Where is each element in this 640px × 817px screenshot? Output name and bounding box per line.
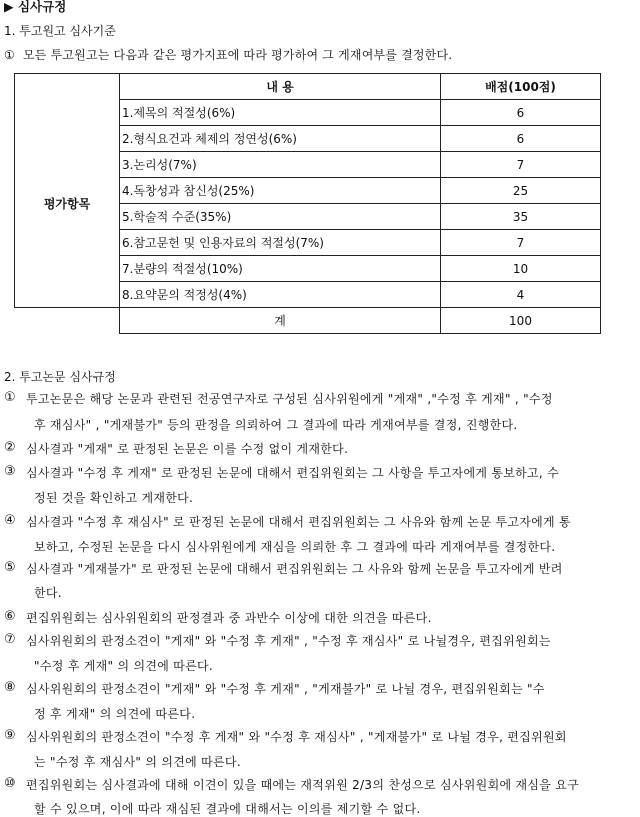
criterion-item: 8.요약문의 적정성(4%) xyxy=(120,282,441,308)
rule-number: ⑦ xyxy=(4,632,16,647)
criterion-score: 6 xyxy=(441,126,601,152)
rule-line: 할 수 있으며, 이에 따라 재심된 결과에 대해서는 이의를 제기할 수 없다. xyxy=(34,802,421,816)
rule-line: 심사위원회의 판정소견이 "수정 후 게재" 와 "수정 후 재심사" , "게재불가" 로 나뉠 경우, 편집위원회 xyxy=(26,730,567,744)
rule-line: 후 재심사" , "게재불가" 등의 판정을 의뢰하여 그 결과에 따라 게재여부를 결정, 진행한다. xyxy=(34,418,518,432)
section1-title: 1. 투고원고 심사기준 xyxy=(4,24,116,38)
criterion-score: 35 xyxy=(441,204,601,230)
total-label: 계 xyxy=(120,308,441,334)
rule-line: 투고논문은 해당 논문과 관련된 전공연구자로 구성된 심사위원에게 "게재" ,"수정 후 게재" , "수정 xyxy=(26,392,553,406)
rule-line: 편집위원회는 심사위원회의 판정결과 중 과반수 이상에 대한 의견을 따른다. xyxy=(26,611,432,625)
rule-number: ⑥ xyxy=(4,609,16,624)
table-header-row xyxy=(15,74,601,100)
rule-line: 심사결과 "수정 후 재심사" 로 판정된 논문에 대해서 편집위원회는 그 사유와 함께 논문 투고자에게 통 xyxy=(26,515,571,529)
rule-line: 심사결과 "게재" 로 판정된 논문은 이를 수정 없이 게재한다. xyxy=(26,442,349,456)
page-heading: ▶ 심사규정 xyxy=(4,0,67,14)
criterion-item: 3.논리성(7%) xyxy=(120,152,441,178)
evaluation-table xyxy=(14,73,601,334)
rule-number: ② xyxy=(4,440,16,455)
criterion-item: 1.제목의 적절성(6%) xyxy=(120,100,441,126)
rule-line: 는 "수정 후 재심사" 의 의견에 따른다. xyxy=(34,755,241,769)
rule-line: 편집위원회는 심사결과에 대해 이견이 있을 때에는 재적위원 2/3의 찬성으로 심사위원회에 재심을 요구 xyxy=(26,778,580,792)
header-score: 배점(100점) xyxy=(441,74,601,100)
rule-number: ⑤ xyxy=(4,560,16,575)
criterion-score: 10 xyxy=(441,256,601,282)
rule-number: ④ xyxy=(4,513,16,528)
criterion-score: 4 xyxy=(441,282,601,308)
rule-line: 보하고, 수정된 논문을 다시 심사위원에게 재심을 의뢰한 후 그 결과에 따라 게재여부를 결정한다. xyxy=(34,540,556,554)
rule-line: "수정 후 게재" 의 의견에 따른다. xyxy=(34,659,214,673)
criterion-item: 2.형식요건과 체제의 정연성(6%) xyxy=(120,126,441,152)
rule-number: ③ xyxy=(4,464,16,479)
header-content: 내 용 xyxy=(120,74,441,100)
total-score: 100 xyxy=(441,308,601,334)
rule-number: ① xyxy=(4,390,16,405)
table-row xyxy=(15,100,601,126)
rule-line: 심사결과 "수정 후 게재" 로 판정된 논문에 대해서 편집위원회는 그 사항을 투고자에게 통보하고, 수 xyxy=(26,466,560,480)
criterion-item: 7.분량의 적절성(10%) xyxy=(120,256,441,282)
table-corner-cell xyxy=(15,74,120,100)
criterion-item: 5.학술적 수준(35%) xyxy=(120,204,441,230)
section2-title: 2. 투고논문 심사규정 xyxy=(4,370,116,384)
rule-line: 심사위원회의 판정소견이 "게재" 와 "수정 후 게재" , "수정 후 재심사" 로 나뉠경우, 편집위원회는 xyxy=(26,634,551,648)
criterion-score: 6 xyxy=(441,100,601,126)
rule-number: ⑧ xyxy=(4,680,16,695)
intro-text: 모든 투고원고는 다음과 같은 평가지표에 따라 평가하여 그 게재여부를 결정한다. xyxy=(22,48,453,62)
total-blank-cell xyxy=(15,308,120,334)
criterion-score: 25 xyxy=(441,178,601,204)
rule-number: ⑨ xyxy=(4,728,16,743)
criterion-score: 7 xyxy=(441,152,601,178)
rule-number: ⑩ xyxy=(4,776,16,791)
rule-line: 한다. xyxy=(34,586,62,600)
row-label: 평가항목 xyxy=(15,100,120,308)
intro-number: ① xyxy=(4,48,15,62)
rule-line: 심사결과 "게재불가" 로 판정된 논문에 대해서 편집위원회는 그 사유와 함께 논문을 투고자에게 반려 xyxy=(26,562,563,576)
section1-intro xyxy=(4,46,452,63)
table-total-row xyxy=(15,308,601,334)
criterion-item: 6.참고문헌 및 인용자료의 적절성(7%) xyxy=(120,230,441,256)
criterion-item: 4.독창성과 참신성(25%) xyxy=(120,178,441,204)
criterion-score: 7 xyxy=(441,230,601,256)
rule-line: 정 후 게재" 의 의견에 따른다. xyxy=(34,707,196,721)
rule-line: 심사위원회의 판정소견이 "게재" 와 "수정 후 게재" , "게재불가" 로 나뉠 경우, 편집위원회는 "수 xyxy=(26,682,545,696)
rule-line: 정된 것을 확인하고 게재한다. xyxy=(34,491,194,505)
